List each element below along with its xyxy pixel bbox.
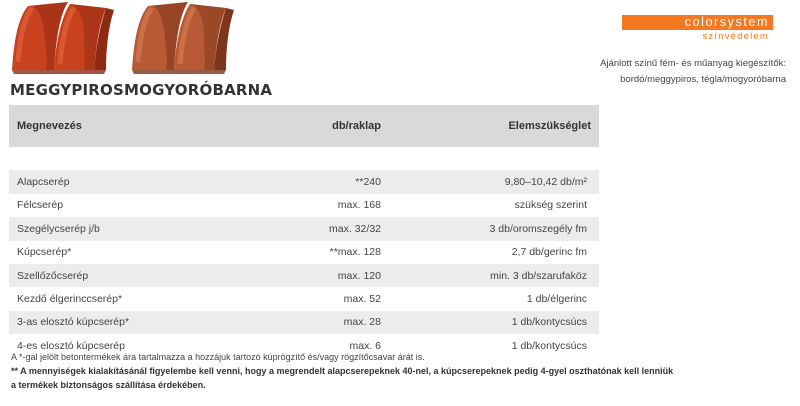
cell-requirement: 1 db/kontycsúcs (389, 311, 599, 334)
cell-requirement: 3 db/oromszegély fm (389, 217, 599, 240)
footnote-1: A *-gal jelölt betontermékek ára tartalmazza a hozzájuk tartozó kúprögzítő és/vagy rögzítőcsavar árát is. (11, 352, 425, 362)
cell-per-pallet: **240 (209, 170, 389, 193)
cell-name: 4-es elosztó kúpcserép (9, 334, 209, 357)
cell-per-pallet: max. 32/32 (209, 217, 389, 240)
cell-per-pallet: max. 52 (209, 287, 389, 310)
cell-requirement: 2,7 db/gerinc fm (389, 241, 599, 264)
cell-per-pallet: max. 6 (209, 334, 389, 357)
cell-name: Szegélycserép j/b (9, 217, 209, 240)
cell-requirement: 1 db/kontycsúcs (389, 334, 599, 357)
table-row (9, 311, 599, 334)
table-header-row (9, 105, 599, 147)
header-name: Megnevezés (9, 105, 209, 147)
cell-name: Kúpcserép* (9, 241, 209, 264)
cell-per-pallet: max. 120 (209, 264, 389, 287)
cell-name: 3-as elosztó kúpcserép* (9, 311, 209, 334)
logo-tagline: színvédelem (702, 31, 769, 42)
swatch-label-meggypiros: MEGGYPIROS (10, 81, 125, 99)
note-line-1: Ajánlott színű fém- és műanyag kiegészítők: (600, 58, 786, 69)
cell-per-pallet: max. 168 (209, 194, 389, 217)
table-row (9, 287, 599, 310)
cell-per-pallet: **max. 128 (209, 241, 389, 264)
cell-name: Szellőzőcserép (9, 264, 209, 287)
cell-name: Alapcserép (9, 170, 209, 193)
tile-swatch-mogyorobarna (128, 0, 236, 76)
recommended-accessories-note (526, 56, 786, 88)
tile-swatch-meggypiros (8, 0, 116, 76)
table-row (9, 170, 599, 193)
note-line-2: bordó/meggypiros, tégla/mogyoróbarna (620, 74, 786, 85)
product-table (9, 105, 599, 358)
cell-name: Félcserép (9, 194, 209, 217)
header-requirement: Elemszükséglet (389, 105, 599, 147)
header-per-pallet: db/raklap (209, 105, 389, 147)
table-row (9, 241, 599, 264)
cell-requirement: 1 db/élgerinc (389, 287, 599, 310)
cell-requirement: 9,80–10,42 db/m² (389, 170, 599, 193)
cell-name: Kezdő élgerinccserép* (9, 287, 209, 310)
footnote-3: a termékek biztonságos szállítása érdekében. (11, 380, 206, 390)
logo-wordmark: colorsystem (622, 15, 773, 30)
footnotes (11, 350, 781, 392)
table-row (9, 264, 599, 287)
colorsystem-logo (622, 15, 773, 42)
cell-requirement: min. 3 db/szarufaköz (389, 264, 599, 287)
cell-per-pallet: max. 28 (209, 311, 389, 334)
cell-requirement: szükség szerint (389, 194, 599, 217)
footnote-2: ** A mennyiségek kialakításánál figyelembe kell venni, hogy a megrendelt alapcserepeknek 40-nel, a kúpcserepeknek pedig 4-gyel oszthatónak kell lenniük (11, 366, 674, 376)
table-row (9, 217, 599, 240)
swatch-label-mogyorobarna: MOGYORÓBARNA (124, 81, 273, 99)
table-row (9, 194, 599, 217)
